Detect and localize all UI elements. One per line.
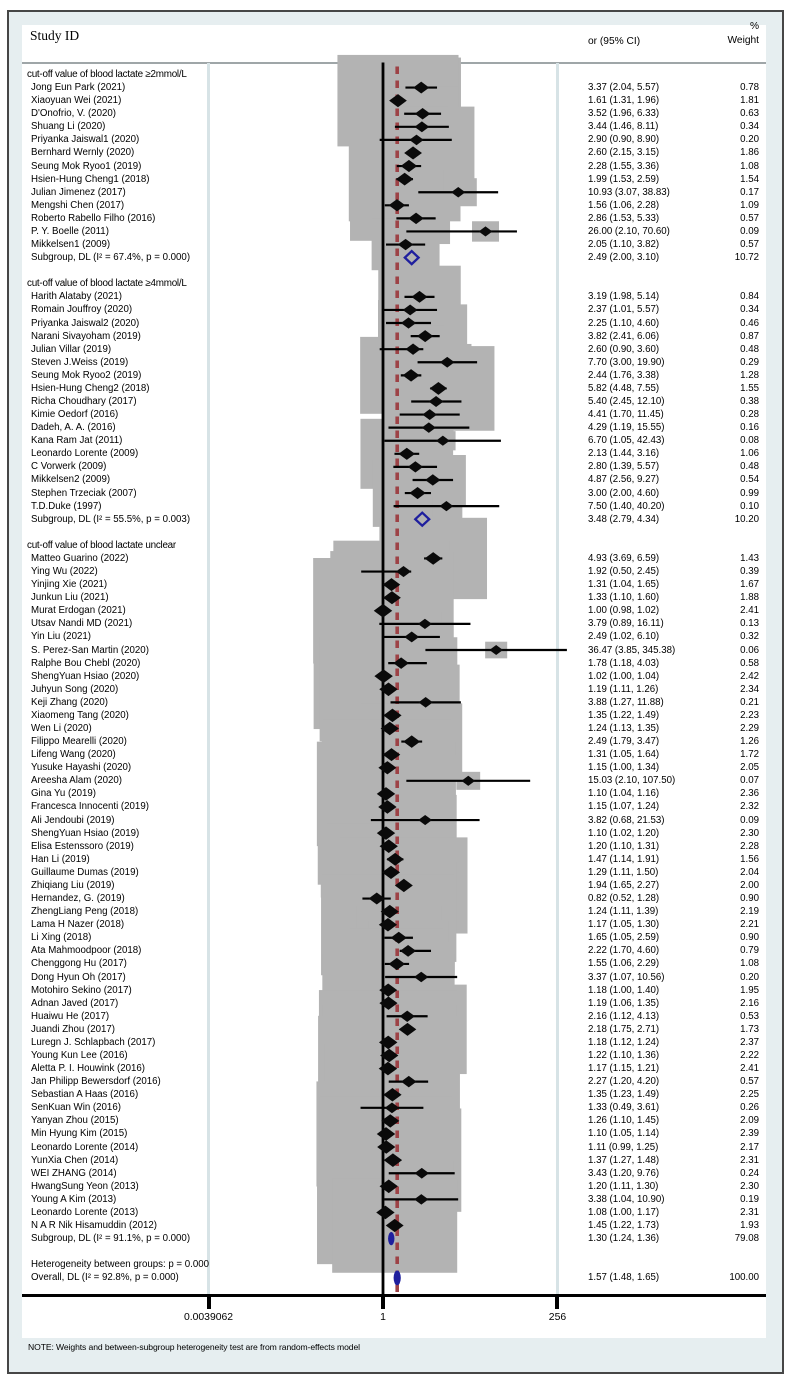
or-value: 3.37 (1.07, 10.56) bbox=[588, 971, 665, 983]
or-value: 1.26 (1.10, 1.45) bbox=[588, 1115, 660, 1127]
weight-value: 0.34 bbox=[740, 121, 759, 133]
weight-value: 2.19 bbox=[740, 906, 759, 918]
weight-value: 0.16 bbox=[740, 422, 759, 434]
weight-value: 1.09 bbox=[740, 199, 759, 211]
study-label: ShengYuan Hsiao (2020) bbox=[31, 670, 140, 682]
study-label: Keji Zhang (2020) bbox=[31, 696, 109, 708]
or-value: 3.88 (1.27, 11.88) bbox=[588, 696, 664, 708]
or-value: 2.60 (2.15, 3.15) bbox=[588, 147, 660, 159]
or-value: 2.25 (1.10, 4.60) bbox=[588, 317, 660, 329]
weight-value: 2.37 bbox=[740, 1036, 759, 1048]
weight-value: 2.21 bbox=[740, 919, 759, 931]
or-value: 1.15 (1.00, 1.34) bbox=[588, 762, 660, 774]
study-label: Huaiwu He (2017) bbox=[31, 1010, 110, 1022]
weight-value: 1.08 bbox=[740, 160, 759, 172]
or-value: 1.10 (1.02, 1.20) bbox=[588, 827, 660, 839]
weight-percent-header: % bbox=[749, 21, 759, 32]
or-value: 1.99 (1.53, 2.59) bbox=[588, 173, 660, 185]
axis-tick bbox=[555, 1297, 559, 1309]
subgroup-label: Subgroup, DL (I² = 55.5%, p = 0.003) bbox=[31, 513, 191, 525]
or-value: 0.82 (0.52, 1.28) bbox=[588, 893, 660, 905]
study-label: Matteo Guarino (2022) bbox=[31, 552, 129, 564]
weight-value: 2.29 bbox=[740, 723, 759, 734]
weight-value: 0.87 bbox=[740, 330, 759, 342]
study-label: Lama H Nazer (2018) bbox=[31, 919, 125, 931]
study-label: Wen Li (2020) bbox=[31, 723, 92, 734]
study-label: SenKuan Win (2016) bbox=[31, 1102, 121, 1114]
or-value: 5.82 (4.48, 7.55) bbox=[588, 382, 660, 394]
weight-value: 2.42 bbox=[740, 670, 759, 682]
weight-value: 1.81 bbox=[740, 95, 759, 107]
or-value: 1.61 (1.31, 1.96) bbox=[588, 95, 660, 107]
study-label: Seung Mok Ryoo1 (2019) bbox=[31, 160, 142, 172]
study-label: Leonardo Lorente (2014) bbox=[31, 1141, 139, 1153]
or-value: 1.10 (1.05, 1.14) bbox=[588, 1128, 660, 1140]
weight-value: 2.23 bbox=[740, 709, 759, 721]
weight-value: 0.09 bbox=[740, 814, 759, 826]
or-value: 1.33 (1.10, 1.60) bbox=[588, 592, 660, 604]
weight-value: 0.19 bbox=[740, 1193, 759, 1205]
weight-value: 0.26 bbox=[740, 1102, 759, 1114]
weight-value: 0.58 bbox=[740, 657, 759, 669]
study-label: Mengshi Chen (2017) bbox=[31, 199, 125, 211]
group-heading: cut-off value of blood lactate ≥2mmol/L bbox=[27, 69, 187, 80]
or-value: 1.19 (1.06, 1.35) bbox=[588, 997, 660, 1009]
weight-value: 2.36 bbox=[740, 788, 759, 800]
study-label: Richa Choudhary (2017) bbox=[31, 396, 137, 407]
study-label: Juandi Zhou (2017) bbox=[31, 1023, 116, 1035]
group-heading: cut-off value of blood lactate ≥4mmol/L bbox=[27, 278, 187, 290]
or-value: 2.80 (1.39, 5.57) bbox=[588, 461, 660, 473]
or-value: 3.43 (1.20, 9.76) bbox=[588, 1167, 660, 1179]
study-label: Li Xing (2018) bbox=[31, 932, 92, 944]
weight-value: 0.57 bbox=[740, 212, 759, 224]
overall-label: Overall, DL (I² = 92.8%, p = 0.000) bbox=[31, 1272, 179, 1284]
study-label: Mikkelsen1 (2009) bbox=[31, 239, 111, 251]
or-value: 2.27 (1.20, 4.20) bbox=[588, 1076, 660, 1088]
weight-value: 1.06 bbox=[740, 448, 759, 460]
weight-value: 2.30 bbox=[740, 1180, 759, 1192]
study-label: YunXia Chen (2014) bbox=[31, 1154, 119, 1166]
subgroup-label: Subgroup, DL (I² = 67.4%, p = 0.000) bbox=[31, 252, 191, 264]
or-value: 3.37 (2.04, 5.57) bbox=[588, 82, 660, 94]
study-label: P. Y. Boelle (2011) bbox=[31, 225, 109, 237]
study-label: Utsav Nandi MD (2021) bbox=[31, 618, 133, 630]
or-value: 1.24 (1.13, 1.35) bbox=[588, 723, 660, 734]
weight-value: 1.95 bbox=[740, 984, 759, 996]
or-value: 1.31 (1.05, 1.64) bbox=[588, 749, 660, 761]
weight-value: 0.09 bbox=[740, 225, 759, 237]
or-value: 3.82 (2.41, 6.06) bbox=[588, 330, 660, 342]
or-value: 4.41 (1.70, 11.45) bbox=[588, 409, 664, 421]
study-label: Motohiro Sekino (2017) bbox=[31, 984, 132, 996]
group-heading: cut-off value of blood lactate unclear bbox=[27, 539, 176, 551]
or-value: 1.31 (1.04, 1.65) bbox=[588, 579, 660, 591]
weight-value: 1.86 bbox=[740, 147, 759, 159]
or-value: 1.65 (1.05, 2.59) bbox=[588, 932, 660, 944]
study-label: Dadeh, A. A. (2016) bbox=[31, 422, 116, 434]
weight-value: 0.79 bbox=[740, 945, 759, 957]
or-value: 2.37 (1.01, 5.57) bbox=[588, 304, 660, 316]
weight-value: 1.93 bbox=[740, 1220, 759, 1232]
weight-value: 0.06 bbox=[740, 644, 759, 656]
weight-value: 2.00 bbox=[740, 879, 759, 891]
weight-value: 1.43 bbox=[740, 552, 759, 564]
or-value: 1.00 (0.98, 1.02) bbox=[588, 605, 660, 617]
or-value: 1.17 (1.15, 1.21) bbox=[588, 1063, 660, 1075]
study-label: Priyanka Jaiswal1 (2020) bbox=[31, 134, 140, 146]
study-label: Gina Yu (2019) bbox=[31, 788, 96, 800]
or-value: 2.60 (0.90, 3.60) bbox=[588, 343, 660, 355]
or-value: 2.49 (2.00, 3.10) bbox=[588, 252, 660, 264]
study-label: Leonardo Lorente (2009) bbox=[31, 448, 139, 460]
weight-value: 0.63 bbox=[740, 108, 759, 120]
study-label: WEI ZHANG (2014) bbox=[31, 1167, 117, 1179]
study-label: Zhiqiang Liu (2019) bbox=[31, 879, 115, 891]
or-value: 1.17 (1.05, 1.30) bbox=[588, 919, 660, 931]
weight-value: 1.26 bbox=[740, 736, 759, 748]
or-value: 2.49 (1.02, 6.10) bbox=[588, 631, 660, 643]
or-value: 3.38 (1.04, 10.90) bbox=[588, 1193, 665, 1205]
study-label: Juhyun Song (2020) bbox=[31, 683, 119, 695]
study-label: Hsien-Hung Cheng2 (2018) bbox=[31, 382, 150, 394]
or-value: 1.47 (1.14, 1.91) bbox=[588, 853, 660, 865]
or-value: 2.18 (1.75, 2.71) bbox=[588, 1023, 660, 1035]
study-label: S. Perez-San Martin (2020) bbox=[31, 644, 149, 656]
study-label: Romain Jouffroy (2020) bbox=[31, 304, 133, 316]
study-label: Young A Kim (2013) bbox=[31, 1193, 117, 1205]
weight-value: 0.07 bbox=[740, 775, 759, 787]
or-value: 1.33 (0.49, 3.61) bbox=[588, 1102, 660, 1114]
or-value: 1.08 (1.00, 1.17) bbox=[588, 1206, 660, 1218]
weight-value: 0.20 bbox=[740, 134, 759, 146]
weight-value: 1.54 bbox=[740, 173, 759, 185]
weight-value: 1.08 bbox=[740, 958, 759, 970]
or-value: 7.50 (1.40, 40.20) bbox=[588, 500, 665, 512]
or-value: 5.40 (2.45, 12.10) bbox=[588, 396, 665, 407]
or-value: 1.37 (1.27, 1.48) bbox=[588, 1154, 660, 1166]
header-divider-rule bbox=[22, 62, 766, 64]
study-label: Yinjing Xie (2021) bbox=[31, 579, 108, 591]
or-value: 1.10 (1.04, 1.16) bbox=[588, 788, 660, 800]
weight-value: 0.90 bbox=[740, 932, 759, 944]
effect-column-header: or (95% CI) bbox=[588, 36, 641, 47]
study-label: Kimie Oedorf (2016) bbox=[31, 409, 119, 421]
weight-value: 2.34 bbox=[740, 683, 759, 695]
study-label: Bernhard Wernly (2020) bbox=[31, 147, 135, 159]
weight-value: 0.38 bbox=[740, 396, 759, 407]
weight-value: 10.20 bbox=[734, 513, 759, 525]
study-label: N A R Nik Hisamuddin (2012) bbox=[31, 1220, 157, 1232]
or-value: 3.82 (0.68, 21.53) bbox=[588, 814, 665, 826]
study-label: Ali Jendoubi (2019) bbox=[31, 814, 115, 826]
study-label: D'Onofrio, V. (2020) bbox=[31, 108, 116, 120]
study-label: Ata Mahmoodpoor (2018) bbox=[31, 945, 142, 957]
study-label: Narani Sivayoham (2019) bbox=[31, 330, 141, 342]
weight-value: 0.54 bbox=[740, 474, 759, 486]
weight-value: 0.08 bbox=[740, 435, 759, 447]
study-label: Xiaoyuan Wei (2021) bbox=[31, 95, 122, 107]
weight-value: 2.16 bbox=[740, 997, 759, 1009]
study-label: ZhengLiang Peng (2018) bbox=[31, 906, 139, 918]
study-label: Luregn J. Schlapbach (2017) bbox=[31, 1036, 156, 1048]
study-label: Jan Philipp Bewersdorf (2016) bbox=[31, 1076, 161, 1088]
weight-value: 0.39 bbox=[740, 566, 759, 578]
study-label: Julian Villar (2019) bbox=[31, 343, 112, 355]
or-value: 3.52 (1.96, 6.33) bbox=[588, 108, 660, 120]
study-label: Jong Eun Park (2021) bbox=[31, 82, 126, 94]
weight-value: 1.73 bbox=[740, 1023, 759, 1035]
study-label: Ralphe Bou Chebl (2020) bbox=[31, 657, 141, 669]
study-label: Leonardo Lorente (2013) bbox=[31, 1206, 139, 1218]
weight-value: 1.56 bbox=[740, 853, 759, 865]
weight-value: 2.05 bbox=[740, 762, 759, 774]
or-value: 4.93 (3.69, 6.59) bbox=[588, 552, 660, 564]
or-value: 7.70 (3.00, 19.90) bbox=[588, 356, 665, 368]
or-value: 3.44 (1.46, 8.11) bbox=[588, 121, 659, 133]
or-value: 1.11 (0.99, 1.25) bbox=[588, 1141, 659, 1153]
weight-value: 1.72 bbox=[740, 749, 759, 761]
weight-value: 2.41 bbox=[740, 605, 759, 617]
study-label: Roberto Rabello Filho (2016) bbox=[31, 212, 156, 224]
study-label: Yanyan Zhou (2015) bbox=[31, 1115, 119, 1127]
or-value: 3.19 (1.98, 5.14) bbox=[588, 291, 660, 303]
weight-value: 100.00 bbox=[729, 1272, 759, 1284]
study-label: Adnan Javed (2017) bbox=[31, 997, 119, 1009]
weight-value: 2.31 bbox=[740, 1154, 759, 1166]
weight-value: 0.34 bbox=[740, 304, 759, 316]
or-value: 1.92 (0.50, 2.45) bbox=[588, 566, 660, 578]
weight-value: 2.25 bbox=[740, 1089, 759, 1101]
study-id-column-header: Study ID bbox=[30, 28, 80, 43]
study-label: Elisa Estenssoro (2019) bbox=[31, 840, 134, 852]
weight-value: 0.13 bbox=[740, 618, 759, 630]
study-label: Murat Erdogan (2021) bbox=[31, 605, 126, 617]
weight-value: 0.53 bbox=[740, 1010, 759, 1022]
or-value: 1.45 (1.22, 1.73) bbox=[588, 1220, 660, 1232]
study-label: Areesha Alam (2020) bbox=[31, 775, 123, 787]
weight-value: 2.17 bbox=[740, 1141, 759, 1153]
or-value: 4.29 (1.19, 15.55) bbox=[588, 422, 665, 434]
or-value: 1.30 (1.24, 1.36) bbox=[588, 1233, 660, 1245]
weight-value: 2.32 bbox=[740, 801, 759, 813]
weight-value: 1.67 bbox=[740, 579, 759, 591]
study-label: Filippo Mearelli (2020) bbox=[31, 736, 127, 748]
or-value: 1.29 (1.11, 1.50) bbox=[588, 866, 659, 878]
or-value: 1.19 (1.11, 1.26) bbox=[588, 683, 659, 695]
axis-tick-label: 0.0039062 bbox=[183, 1312, 234, 1323]
study-label: Guillaume Dumas (2019) bbox=[31, 866, 139, 878]
or-value: 3.79 (0.89, 16.11) bbox=[588, 618, 664, 630]
study-label: Hernandez, G. (2019) bbox=[31, 893, 125, 905]
study-label: Dong Hyun Oh (2017) bbox=[31, 971, 126, 983]
weight-value: 0.17 bbox=[740, 186, 759, 198]
weight-value: 1.55 bbox=[740, 382, 759, 394]
study-label: ShengYuan Hsiao (2019) bbox=[31, 827, 140, 839]
weight-value: 0.99 bbox=[740, 487, 759, 499]
weight-value: 2.22 bbox=[740, 1050, 759, 1061]
or-value: 1.57 (1.48, 1.65) bbox=[588, 1272, 660, 1284]
or-value: 1.55 (1.06, 2.29) bbox=[588, 958, 660, 970]
or-value: 2.16 (1.12, 4.13) bbox=[588, 1010, 660, 1022]
study-label: Yin Liu (2021) bbox=[31, 631, 91, 643]
axis-tick-label: 1 bbox=[380, 1312, 386, 1323]
study-label: Young Kun Lee (2016) bbox=[31, 1050, 128, 1061]
or-value: 1.35 (1.22, 1.49) bbox=[588, 709, 660, 721]
or-value: 26.00 (2.10, 70.60) bbox=[588, 225, 670, 237]
weight-value: 0.24 bbox=[740, 1167, 759, 1179]
study-label: Kana Ram Jat (2011) bbox=[31, 435, 123, 447]
or-value: 2.05 (1.10, 3.82) bbox=[588, 239, 660, 251]
or-value: 1.20 (1.10, 1.31) bbox=[588, 840, 660, 852]
or-value: 2.49 (1.79, 3.47) bbox=[588, 736, 660, 748]
weight-value: 0.48 bbox=[740, 343, 759, 355]
weight-value: 2.31 bbox=[740, 1206, 759, 1218]
study-label: Ying Wu (2022) bbox=[31, 566, 98, 578]
study-label: Han Li (2019) bbox=[31, 853, 90, 865]
study-label: Mikkelsen2 (2009) bbox=[31, 474, 111, 486]
weight-value: 2.09 bbox=[740, 1115, 759, 1127]
weight-value: 0.57 bbox=[740, 239, 759, 251]
or-value: 2.90 (0.90, 8.90) bbox=[588, 134, 660, 146]
weight-value: 1.88 bbox=[740, 592, 759, 604]
or-value: 3.00 (2.00, 4.60) bbox=[588, 487, 660, 499]
study-label: Seung Mok Ryoo2 (2019) bbox=[31, 369, 142, 381]
weight-value: 79.08 bbox=[734, 1233, 759, 1245]
or-value: 1.02 (1.00, 1.04) bbox=[588, 670, 660, 682]
weight-value: 0.48 bbox=[740, 461, 759, 473]
weight-value: 2.28 bbox=[740, 840, 759, 852]
or-value: 2.86 (1.53, 5.33) bbox=[588, 212, 660, 224]
study-label: T.D.Duke (1997) bbox=[31, 500, 102, 512]
study-label: Stephen Trzeciak (2007) bbox=[31, 487, 137, 499]
axis-tick bbox=[207, 1297, 211, 1309]
or-value: 1.94 (1.65, 2.27) bbox=[588, 879, 660, 891]
or-value: 1.56 (1.06, 2.28) bbox=[588, 199, 660, 211]
weight-value: 0.84 bbox=[740, 291, 759, 303]
weight-value: 2.39 bbox=[740, 1128, 759, 1140]
axis-tick-label: 256 bbox=[548, 1312, 567, 1323]
or-value: 2.22 (1.70, 4.60) bbox=[588, 945, 660, 957]
weight-column-header: Weight bbox=[727, 35, 759, 46]
study-label: Steven J.Weiss (2019) bbox=[31, 356, 129, 368]
or-value: 1.78 (1.18, 4.03) bbox=[588, 657, 660, 669]
study-label: Shuang Li (2020) bbox=[31, 121, 106, 133]
study-label: Min Hyung Kim (2015) bbox=[31, 1128, 128, 1140]
study-label: Xiaomeng Tang (2020) bbox=[31, 709, 129, 721]
study-label: HwangSung Yeon (2013) bbox=[31, 1180, 139, 1192]
weight-value: 0.90 bbox=[740, 893, 759, 905]
weight-value: 0.46 bbox=[740, 317, 759, 329]
or-value: 1.24 (1.11, 1.39) bbox=[588, 906, 659, 918]
study-label: Hsien-Hung Cheng1 (2018) bbox=[31, 173, 150, 185]
between-groups-heterogeneity: Heterogeneity between groups: p = 0.000 bbox=[31, 1259, 209, 1271]
study-label: Harith Alataby (2021) bbox=[31, 291, 123, 303]
weight-value: 2.04 bbox=[740, 866, 759, 878]
weight-value: 2.41 bbox=[740, 1063, 759, 1075]
weight-value: 0.32 bbox=[740, 631, 759, 643]
study-label: Aletta P. I. Houwink (2016) bbox=[31, 1063, 145, 1075]
weight-value: 10.72 bbox=[734, 252, 759, 264]
or-value: 10.93 (3.07, 38.83) bbox=[588, 186, 670, 198]
or-value: 1.15 (1.07, 1.24) bbox=[588, 801, 660, 813]
study-label: Yusuke Hayashi (2020) bbox=[31, 762, 132, 774]
study-label: Sebastian A Haas (2016) bbox=[31, 1089, 139, 1101]
model-footnote: NOTE: Weights and between-subgroup heterogeneity test are from random-effects model bbox=[28, 1342, 360, 1352]
weight-value: 0.57 bbox=[740, 1076, 759, 1088]
subgroup-label: Subgroup, DL (I² = 91.1%, p = 0.000) bbox=[31, 1233, 191, 1245]
weight-value: 0.78 bbox=[740, 82, 759, 94]
or-value: 2.44 (1.76, 3.38) bbox=[588, 369, 660, 381]
axis-tick bbox=[381, 1297, 385, 1309]
or-value: 3.48 (2.79, 4.34) bbox=[588, 513, 660, 525]
weight-value: 0.28 bbox=[740, 409, 759, 421]
x-gridline bbox=[556, 63, 559, 1295]
or-value: 2.13 (1.44, 3.16) bbox=[588, 448, 660, 460]
or-value: 1.22 (1.10, 1.36) bbox=[588, 1050, 660, 1061]
or-value: 15.03 (2.10, 107.50) bbox=[588, 775, 676, 787]
or-value: 1.20 (1.11, 1.30) bbox=[588, 1180, 659, 1192]
weight-value: 0.20 bbox=[740, 971, 759, 983]
study-label: Julian Jimenez (2017) bbox=[31, 186, 126, 198]
study-label: Chenggong Hu (2017) bbox=[31, 958, 127, 970]
or-value: 4.87 (2.56, 9.27) bbox=[588, 474, 660, 486]
or-value: 6.70 (1.05, 42.43) bbox=[588, 435, 665, 447]
weight-value: 0.29 bbox=[740, 356, 759, 368]
weight-value: 0.21 bbox=[740, 696, 759, 708]
weight-value: 1.28 bbox=[740, 369, 759, 381]
weight-value: 0.10 bbox=[740, 500, 759, 512]
x-gridline bbox=[207, 63, 210, 1295]
or-value: 2.28 (1.55, 3.36) bbox=[588, 160, 660, 172]
study-label: Priyanka Jaiswal2 (2020) bbox=[31, 317, 140, 329]
or-value: 1.18 (1.12, 1.24) bbox=[588, 1036, 660, 1048]
or-value: 1.35 (1.23, 1.49) bbox=[588, 1089, 660, 1101]
study-label: Lifeng Wang (2020) bbox=[31, 749, 116, 761]
study-label: Francesca Innocenti (2019) bbox=[31, 801, 149, 813]
study-label: C Vorwerk (2009) bbox=[31, 461, 107, 473]
or-value: 36.47 (3.85, 345.38) bbox=[588, 644, 676, 656]
weight-value: 2.30 bbox=[740, 827, 759, 839]
or-value: 1.18 (1.00, 1.40) bbox=[588, 984, 660, 996]
study-label: Junkun Liu (2021) bbox=[31, 592, 109, 604]
x-axis-line bbox=[22, 1294, 766, 1297]
